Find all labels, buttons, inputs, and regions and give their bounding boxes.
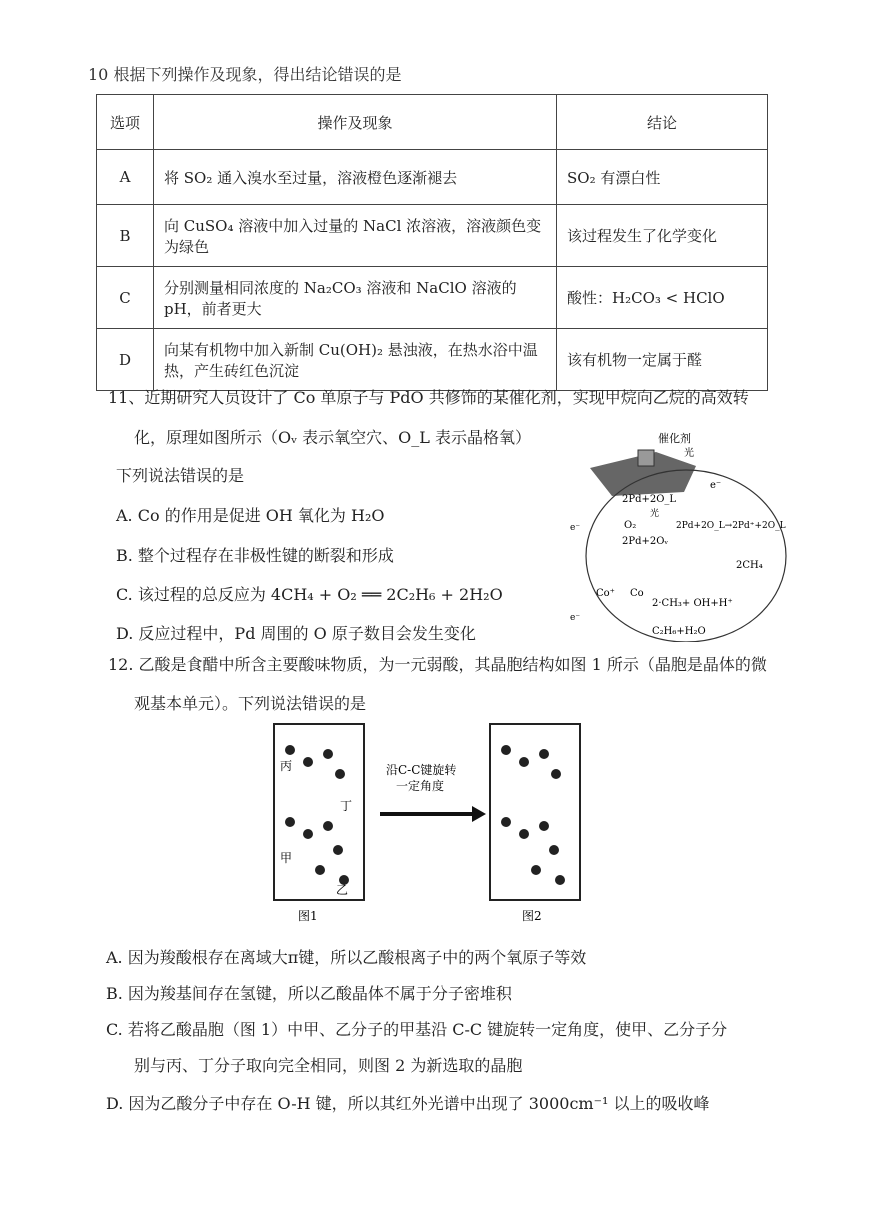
catalyst-cycle-diagram <box>566 430 806 642</box>
table-header-option: 选项 <box>97 95 154 150</box>
fig-r2: 2Pd+2Oᵥ <box>622 536 669 547</box>
question-11-option-a: A. Co 的作用是促进 OH 氧化为 H₂O <box>116 506 385 525</box>
fig-prod: C₂H₆+H₂O <box>652 626 706 637</box>
label-jia: 甲 <box>280 851 293 865</box>
table-header-conclusion: 结论 <box>557 95 768 150</box>
row-option: C <box>97 267 154 329</box>
fig-caption-2: 图2 <box>522 909 542 923</box>
label-ding: 丁 <box>340 799 353 813</box>
row-operation: 将 SO₂ 通入溴水至过量，溶液橙色逐渐褪去 <box>154 150 557 205</box>
table-header-operation: 操作及现象 <box>154 95 557 150</box>
row-operation: 分别测量相同浓度的 Na₂CO₃ 溶液和 NaClO 溶液的 pH，前者更大 <box>154 267 557 329</box>
fig-caption-1: 图1 <box>298 909 318 923</box>
row-option: D <box>97 329 154 391</box>
row-conclusion: 该有机物一定属于醛 <box>557 329 768 391</box>
fig-label-light: 光 <box>684 448 694 459</box>
rotation-label-2: 一定角度 <box>396 779 445 793</box>
question-12-option-a: A. 因为羧酸根存在离域大π键，所以乙酸根离子中的两个氧原子等效 <box>106 948 587 967</box>
fig-ch4: 2CH₄ <box>736 560 763 571</box>
question-11-option-d: D. 反应过程中，Pd 周围的 O 原子数目会发生变化 <box>116 624 476 643</box>
fig-ch3: 2·CH₃+ OH+H⁺ <box>652 598 733 609</box>
acetic-acid-crystal-diagram <box>268 720 588 930</box>
question-12-line1: 12. 乙酸是食醋中所含主要酸味物质，为一元弱酸，其晶胞结构如图 1 所示（晶胞是晶体的微 <box>108 655 767 674</box>
table-row <box>97 329 768 391</box>
cycle-arrow-icon <box>586 470 786 642</box>
table-row <box>97 150 768 205</box>
rotation-label-1: 沿C-C键旋转 <box>386 763 457 777</box>
question-11-line1: 11、近期研究人员设计了 Co 单原子与 PdO 共修饰的某催化剂，实现甲烷向乙烷的高效转 <box>108 388 749 407</box>
fig-label-catalyst: 催化剂 <box>658 432 691 445</box>
transform-arrowhead-icon <box>472 806 486 822</box>
fig-r1: 2Pd+2O_L <box>622 494 677 505</box>
fig-r3: 2Pd+2O_L→2Pd⁺+2O_L <box>676 521 786 531</box>
question-12-option-c1: C. 若将乙酸晶胞（图 1）中甲、乙分子的甲基沿 C-C 键旋转一定角度，使甲、乙分子分 <box>106 1020 728 1039</box>
row-option: A <box>97 150 154 205</box>
fig-light2: 光 <box>650 509 660 519</box>
question-12-option-d: D. 因为乙酸分子中存在 O-H 键，所以其红外光谱中出现了 3000cm⁻¹ 以上的吸收峰 <box>106 1094 710 1113</box>
label-yi: 乙 <box>336 883 349 897</box>
fig-co-left: Co⁺ <box>596 588 615 599</box>
row-conclusion: 酸性：H₂CO₃ < HClO <box>557 267 768 329</box>
table-row <box>97 267 768 329</box>
label-bing: 丙 <box>280 759 293 773</box>
question-12-option-c2: 别与丙、丁分子取向完全相同，则图 2 为新选取的晶胞 <box>134 1056 523 1075</box>
question-11-line2: 化，原理如图所示（Oᵥ 表示氧空穴、O_L 表示晶格氧） <box>134 428 531 447</box>
row-conclusion: 该过程发生了化学变化 <box>557 205 768 267</box>
question-12-option-b: B. 因为羧基间存在氢键，所以乙酸晶体不属于分子密堆积 <box>106 984 512 1003</box>
row-operation: 向 CuSO₄ 溶液中加入过量的 NaCl 浓溶液，溶液颜色变为绿色 <box>154 205 557 267</box>
table-row <box>97 205 768 267</box>
question-10-header: 10 根据下列操作及现象，得出结论错误的是 <box>88 65 402 84</box>
fig-label-e3: e⁻ <box>570 613 581 623</box>
question-12-line2: 观基本单元）。下列说法错误的是 <box>134 694 367 713</box>
row-conclusion: SO₂ 有漂白性 <box>557 150 768 205</box>
question-11-option-b: B. 整个过程存在非极性键的断裂和形成 <box>116 546 394 565</box>
fig-o2: O₂ <box>624 520 637 531</box>
table-header-row <box>97 95 768 150</box>
catalyst-cube-icon <box>638 450 654 466</box>
question-11-prompt: 下列说法错误的是 <box>116 466 245 485</box>
experiment-table <box>96 94 768 391</box>
fig-co: Co <box>630 588 644 599</box>
row-option: B <box>97 205 154 267</box>
fig-label-e2: e⁻ <box>570 523 581 533</box>
fig-label-e: e⁻ <box>710 480 722 491</box>
row-operation: 向某有机物中加入新制 Cu(OH)₂ 悬浊液，在热水浴中温热，产生砖红色沉淀 <box>154 329 557 391</box>
question-11-option-c: C. 该过程的总反应为 4CH₄ + O₂ ══ 2C₂H₆ + 2H₂O <box>116 585 503 604</box>
